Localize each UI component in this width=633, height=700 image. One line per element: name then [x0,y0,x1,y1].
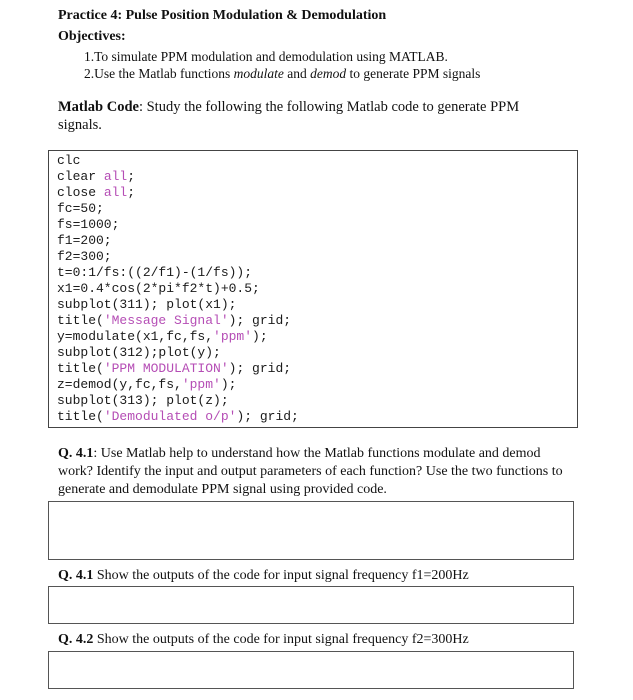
code-box [48,150,578,428]
question-number: Q. 4.1 [58,568,94,583]
question-4-1-help [58,445,568,499]
code-line: z=demod(y,fc,fs,'ppm'); [57,377,237,392]
objective-item-2-suffix: to generate PPM signals [346,66,481,81]
objective-item-2 [84,66,480,82]
question-text: Show the outputs of the code for input signal frequency f2=300Hz [93,632,469,647]
answer-box-2[interactable] [48,586,574,624]
objectives-heading: Objectives: [58,29,126,44]
code-intro-text: : Study the following the following Matlab code to generate PPM signals. [58,99,520,133]
code-line: title('Message Signal'); grid; [57,313,292,328]
code-line: title('Demodulated o/p'); grid; [57,409,299,424]
code-line: title('PPM MODULATION'); grid; [57,361,292,376]
question-4-2-output [58,631,469,649]
objective-item-1: 1.To simulate PPM modulation and demodulation using MATLAB. [84,49,448,64]
demod-function-name: demod [310,66,347,81]
matlab-code [57,153,299,425]
code-line: fs=1000; [57,217,120,232]
modulate-function-name: modulate [233,66,284,81]
code-line: x1=0.4*cos(2*pi*f2*t)+0.5; [57,281,260,296]
code-line: subplot(312);plot(y); [57,345,221,360]
objective-item-2-prefix: 2.Use the Matlab functions [84,66,234,81]
question-4-1-output [58,567,469,585]
code-line: subplot(311); plot(x1); [57,297,237,312]
question-number: Q. 4.1 [58,446,94,461]
code-line: close all; [57,185,136,200]
code-line: f2=300; [57,249,112,264]
code-intro [58,98,558,134]
code-line: y=modulate(x1,fc,fs,'ppm'); [57,329,268,344]
code-line: subplot(313); plot(z); [57,393,229,408]
code-line: f1=200; [57,233,112,248]
page-title: Practice 4: Pulse Position Modulation & Demodulation [58,8,387,23]
question-text: Show the outputs of the code for input signal frequency f1=200Hz [93,568,469,583]
question-number: Q. 4.2 [58,632,94,647]
question-text: : Use Matlab help to understand how the Matlab functions modulate and demod work? Identify the input and output parameters of each function? Use the two functions to generate and demodulate PPM signal using provided code. [58,446,563,497]
answer-box-3[interactable] [48,651,574,689]
code-intro-label: Matlab Code [58,99,139,115]
code-line: clear all; [57,169,136,184]
objective-item-2-mid: and [283,66,311,81]
code-line: clc [57,153,81,168]
code-line: fc=50; [57,201,104,216]
answer-box-1[interactable] [48,501,574,560]
code-line: t=0:1/fs:((2/f1)-(1/fs)); [57,265,253,280]
